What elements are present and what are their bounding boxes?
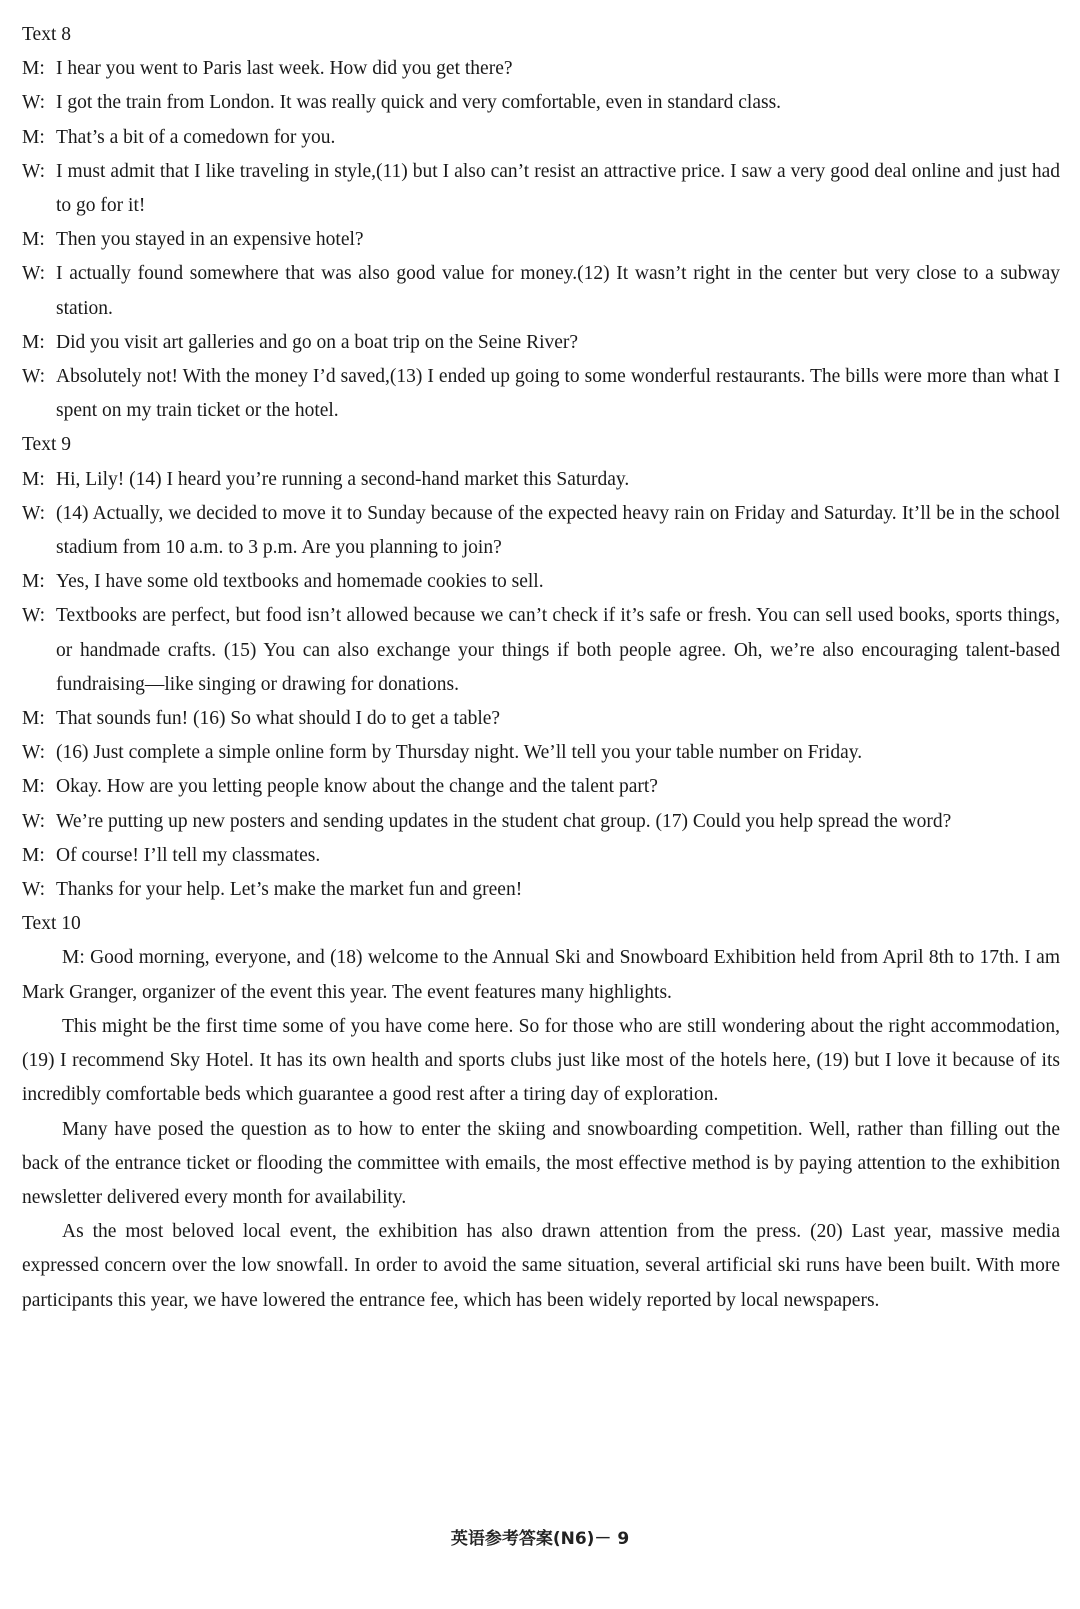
speaker-label: W: [22,160,46,182]
dialogue-turn [22,326,1060,360]
utterance: Yes, I have some old textbooks and homemade cookies to sell. [56,571,544,593]
speaker-label: W: [22,502,46,524]
dialogue-text8 [22,52,1060,428]
paragraph: This might be the first time some of you have come here. So for those who are still wondering about the right accommodation, (19) I recommend Sky Hotel. It has its own health and sports clubs just like most of the hotels here, (19) but I love it because of its incredibly comfortable beds which guarantee a good rest after a tiring day of exploration. [22,1015,1060,1106]
dialogue-turn [22,52,1060,86]
monologue-text10 [22,941,1060,1317]
paragraph: Many have posed the question as to how to enter the skiing and snowboarding competition. Well, rather than filling out the back of the entrance ticket or flooding the committee with emails, the most effective method is by paying attention to the exhibition newsletter delivered every month for availability. [22,1118,1060,1208]
speaker-label: M: [22,708,45,730]
dialogue-turn [22,839,1060,873]
speaker-label: W: [22,92,46,114]
utterance: That sounds fun! (16) So what should I do to get a table? [56,708,501,730]
dialogue-text9 [22,463,1060,908]
speaker-label: W: [22,810,46,832]
utterance: Absolutely not! With the money I’d saved,(13) I ended up going to some wonderful restaurants. The bills were more than what I spent on my train ticket or the hotel. [56,366,1060,422]
dialogue-turn [22,497,1060,565]
page-content [22,18,1060,1318]
speaker-label: W: [22,879,46,901]
speaker-label: W: [22,366,46,388]
dialogue-turn [22,736,1060,770]
utterance: We’re putting up new posters and sending updates in the student chat group. (17) Could you help spread the word? [56,810,952,832]
utterance: I got the train from London. It was really quick and very comfortable, even in standard class. [56,92,782,114]
section-heading-text8: Text 8 [22,24,71,45]
dialogue-turn [22,805,1060,839]
speaker-label: W: [22,605,46,627]
utterance: I actually found somewhere that was also good value for money.(12) It wasn’t right in the center but very close to a subway station. [56,263,1060,319]
paragraph: M: Good morning, everyone, and (18) welcome to the Annual Ski and Snowboard Exhibition held from April 8th to 17th. I am Mark Granger, organizer of the event this year. The event features many highlights. [22,947,1060,1003]
utterance: That’s a bit of a comedown for you. [56,126,336,148]
speaker-label: M: [22,331,45,353]
dialogue-turn [22,121,1060,155]
speaker-label: W: [22,263,46,285]
utterance: Then you stayed in an expensive hotel? [56,229,364,251]
utterance: Did you visit art galleries and go on a boat trip on the Seine River? [56,331,579,353]
dialogue-turn [22,223,1060,257]
speaker-label: W: [22,742,46,764]
speaker-label: M: [22,58,45,80]
speaker-label: M: [22,468,45,490]
section-heading-text9: Text 9 [22,434,71,456]
utterance: (16) Just complete a simple online form by Thursday night. We’ll tell you your table number on Friday. [56,742,863,764]
dialogue-turn [22,257,1060,325]
utterance: Hi, Lily! (14) I heard you’re running a second-hand market this Saturday. [56,468,630,490]
dialogue-turn [22,463,1060,497]
paragraph: As the most beloved local event, the exhibition has also drawn attention from the press. (20) Last year, massive media expressed concern over the low snowfall. In order to avoid the same situation, several artificial ski runs have been built. With more participants this year, we have lowered the entrance fee, which has been widely reported by local newspapers. [22,1221,1060,1311]
utterance: Okay. How are you letting people know about the change and the talent part? [56,776,658,798]
utterance: Of course! I’ll tell my classmates. [56,844,321,866]
dialogue-turn [22,565,1060,599]
section-heading-text10: Text 10 [22,913,81,935]
utterance: Thanks for your help. Let’s make the market fun and green! [56,879,523,901]
dialogue-turn [22,702,1060,736]
speaker-label: M: [22,126,45,148]
dialogue-turn [22,360,1060,428]
dialogue-turn [22,86,1060,120]
utterance: (14) Actually, we decided to move it to Sunday because of the expected heavy rain on Friday and Saturday. It’ll be in the school stadium from 10 a.m. to 3 p.m. Are you planning to join? [56,502,1060,559]
speaker-label: M: [22,776,45,798]
speaker-label: M: [22,844,45,866]
speaker-label: M: [22,571,45,593]
page-footer: 英语参考答案(N6)－ 9 [450,1529,630,1549]
utterance: Textbooks are perfect, but food isn’t allowed because we can’t check if it’s safe or fresh. You can sell used books, sports things, or handmade crafts. (15) You can also exchange your things if both people agree. Oh, we’re also encouraging talent-based fundraising—like singing or drawing for donations. [56,605,1060,695]
dialogue-turn [22,873,1060,907]
speaker-label: M: [22,229,45,251]
dialogue-turn [22,155,1060,223]
dialogue-turn [22,770,1060,804]
utterance: I must admit that I like traveling in style,(11) but I also can’t resist an attractive price. I saw a very good deal online and just had to go for it! [56,160,1060,217]
dialogue-turn [22,599,1060,702]
utterance: I hear you went to Paris last week. How did you get there? [56,58,513,80]
